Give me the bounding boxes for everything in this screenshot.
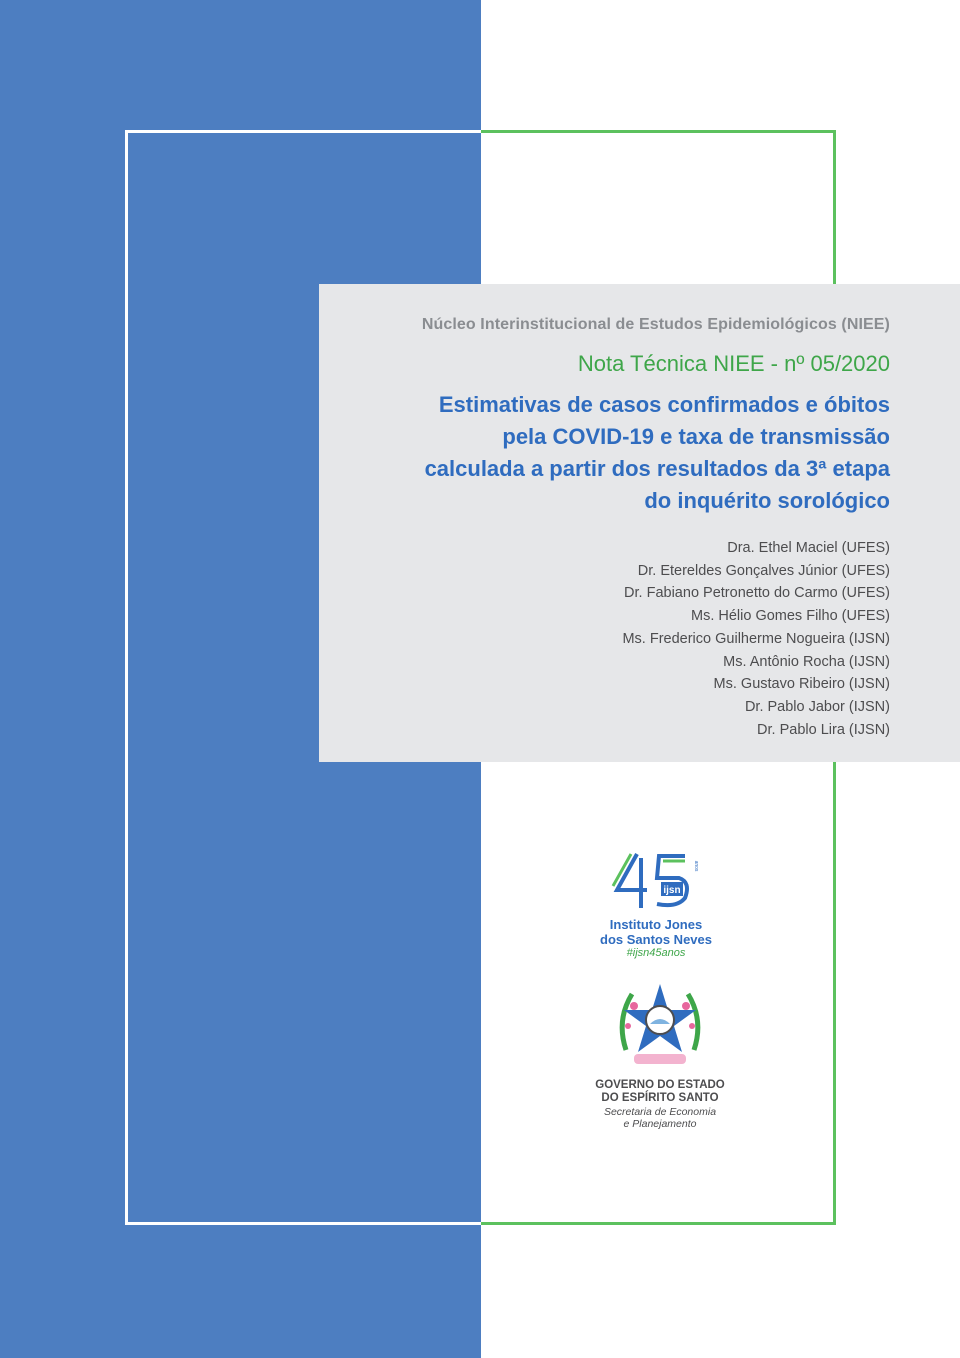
- ijsn-name-line: Instituto Jones: [609, 917, 703, 932]
- ijsn-abbr: ijsn: [663, 885, 681, 896]
- author: Dr. Pablo Jabor (IJSN): [744, 698, 890, 715]
- author: Dr. Etereldes Gonçalves Júnior (UFES): [637, 562, 890, 579]
- author: Ms. Frederico Guilherme Nogueira (IJSN): [622, 630, 890, 647]
- author: Dr. Pablo Lira (IJSN): [757, 721, 890, 738]
- author: Ms. Gustavo Ribeiro (IJSN): [713, 676, 890, 693]
- document-title: [319, 389, 890, 517]
- title-line: Estimativas de casos confirmados e óbitos: [438, 392, 890, 417]
- ijsn-45-icon: [611, 852, 701, 910]
- ijsn-hashtag: #ijsn45anos: [626, 947, 686, 959]
- title-line: pela COVID-19 e taxa de transmissão: [502, 424, 890, 449]
- government-name-line: DO ESPÍRITO SANTO: [601, 1092, 719, 1104]
- author: Ms. Antônio Rocha (IJSN): [723, 653, 890, 670]
- secretariat-line: e Planejamento: [623, 1117, 697, 1130]
- title-line: do inquérito sorológico: [644, 488, 890, 513]
- author: Dra. Ethel Maciel (UFES): [727, 540, 890, 556]
- government-name: [590, 1079, 730, 1105]
- ijsn-name: [596, 917, 716, 947]
- coat-of-arms-icon: [612, 980, 708, 1070]
- government-name-line: GOVERNO DO ESTADO: [595, 1079, 725, 1091]
- secretariat-name: [590, 1107, 730, 1130]
- author: Dr. Fabiano Petronetto do Carmo (UFES): [624, 585, 890, 602]
- title-line: calculada a partir dos resultados da 3ª etapa: [424, 456, 890, 481]
- title-box: [319, 284, 960, 762]
- government-logo: [590, 980, 730, 1140]
- author-list: [319, 537, 890, 741]
- ijsn-anos: anos: [693, 860, 699, 872]
- ijsn-name-line: dos Santos Neves: [600, 932, 712, 947]
- institution-name: Núcleo Interinstitucional de Estudos Epidemiológicos (NIEE): [421, 316, 890, 333]
- author: Ms. Hélio Gomes Filho (UFES): [690, 608, 890, 625]
- secretariat-line: Secretaria de Economia: [603, 1106, 717, 1118]
- ijsn-logo: [596, 852, 716, 962]
- note-number: Nota Técnica NIEE - nº 05/2020: [577, 351, 890, 376]
